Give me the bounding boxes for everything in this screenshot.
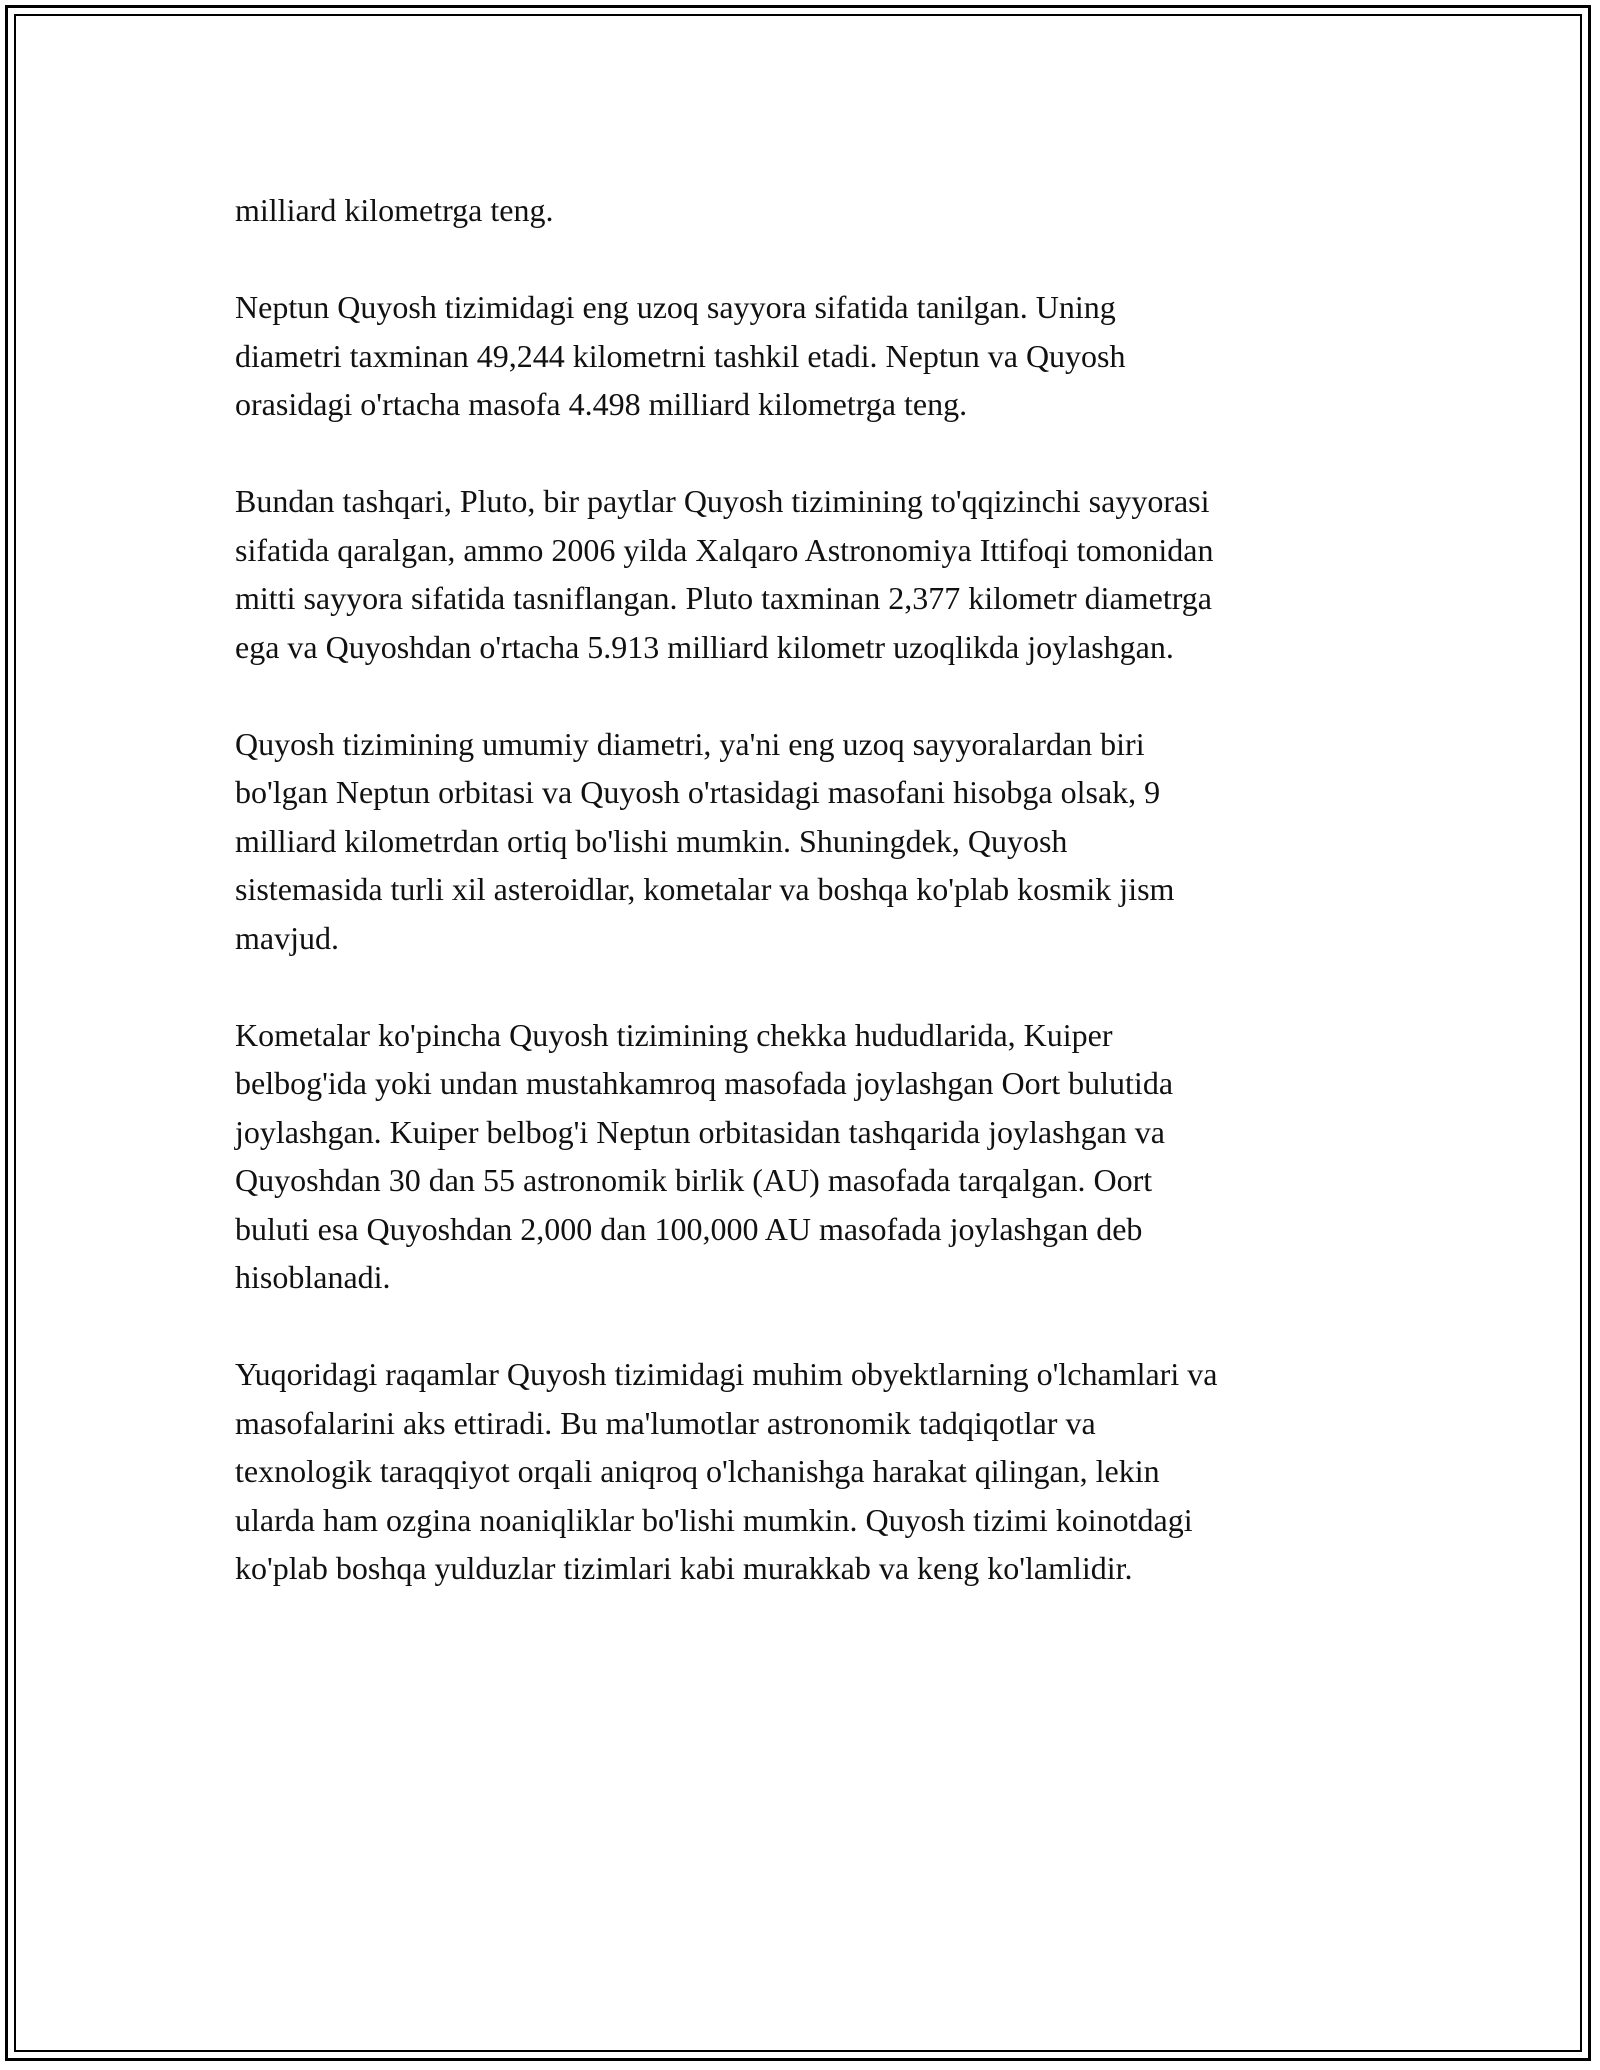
text-line: diametri taxminan 49,244 kilometrni tashkil etadi. Neptun va Quyosh xyxy=(235,337,1126,374)
text-line: ko'plab boshqa yulduzlar tizimlari kabi murakkab va keng ko'lamlidir. xyxy=(235,1550,1133,1586)
text-line: Quyoshdan 30 dan 55 astronomik birlik (AU) masofada tarqalgan. Oort xyxy=(235,1162,1153,1198)
text-line: sifatida qaralgan, ammo 2006 yilda Xalqaro Astronomiya Ittifoqi tomonidan xyxy=(235,531,1214,568)
text-line: texnologik taraqqiyot orqali aniqroq o'lchanishga harakat qilingan, lekin xyxy=(235,1453,1160,1489)
paragraph-1 xyxy=(235,186,1375,235)
document-body xyxy=(235,186,1375,1641)
text-line: Quyosh tizimining umumiy diametri, ya'ni eng uzoq sayyoralardan biri xyxy=(235,725,1145,762)
text-line: Neptun Quyosh tizimidagi eng uzoq sayyora sifatida tanilgan. Uning xyxy=(235,289,1116,325)
text-line: milliard kilometrga teng. xyxy=(235,192,554,228)
text-line: sistemasida turli xil asteroidlar, kometalar va boshqa ko'plab kosmik jism xyxy=(235,871,1175,907)
paragraph-5 xyxy=(235,1011,1375,1302)
text-line: joylashgan. Kuiper belbog'i Neptun orbitasidan tashqarida joylashgan va xyxy=(235,1113,1165,1150)
text-line: ega va Quyoshdan o'rtacha 5.913 milliard kilometr uzoqlikda joylashgan. xyxy=(235,628,1174,665)
text-line: orasidagi o'rtacha masofa 4.498 milliard kilometrga teng. xyxy=(235,386,968,422)
text-line: belbog'ida yoki undan mustahkamroq masofada joylashgan Oort bulutida xyxy=(235,1065,1174,1101)
text-line: Kometalar ko'pincha Quyosh tizimining chekka hududlarida, Kuiper xyxy=(235,1016,1113,1053)
text-line: mitti sayyora sifatida tasniflangan. Pluto taxminan 2,377 kilometr diametrga xyxy=(235,580,1212,616)
text-line: bo'lgan Neptun orbitasi va Quyosh o'rtasidagi masofani hisobga olsak, 9 xyxy=(235,774,1161,810)
paragraph-6 xyxy=(235,1350,1375,1593)
text-line: buluti esa Quyoshdan 2,000 dan 100,000 AU masofada joylashgan deb xyxy=(235,1210,1143,1247)
text-line: milliard kilometrdan ortiq bo'lishi mumkin. Shuningdek, Quyosh xyxy=(235,822,1068,859)
paragraph-4 xyxy=(235,720,1375,963)
text-line: hisoblanadi. xyxy=(235,1259,391,1295)
text-line: ularda ham ozgina noaniqliklar bo'lishi mumkin. Quyosh tizimi koinotdagi xyxy=(235,1501,1193,1538)
paragraph-2 xyxy=(235,283,1375,429)
text-line: Bundan tashqari, Pluto, bir paytlar Quyosh tizimining to'qqizinchi sayyorasi xyxy=(235,483,1210,519)
text-line: masofalarini aks ettiradi. Bu ma'lumotlar astronomik tadqiqotlar va xyxy=(235,1404,1096,1441)
text-line: mavjud. xyxy=(235,919,339,956)
paragraph-3 xyxy=(235,477,1375,671)
text-line: Yuqoridagi raqamlar Quyosh tizimidagi muhim obyektlarning o'lchamlari va xyxy=(235,1356,1218,1392)
